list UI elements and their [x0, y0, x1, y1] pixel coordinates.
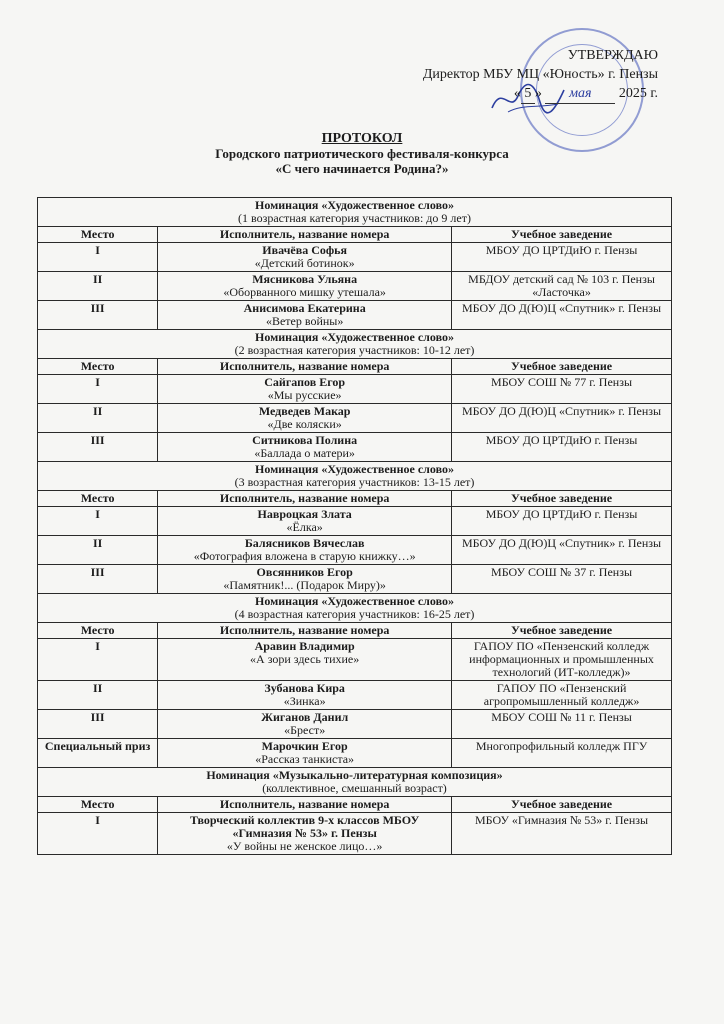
nomination-header-row	[38, 330, 672, 359]
protocol-title: ПРОТОКОЛ	[321, 131, 403, 146]
place-cell: I	[38, 813, 158, 855]
place-cell: III	[38, 301, 158, 330]
performer-name: Медведев Макар	[258, 404, 351, 418]
approval-position: Директор МБУ МЦ «Юность» г. Пензы	[422, 67, 658, 82]
column-header-school: Учебное заведение	[452, 623, 672, 639]
approval-title: УТВЕРЖДАЮ	[567, 48, 658, 63]
date-day: 5	[521, 84, 535, 104]
date-prefix: «	[513, 86, 521, 101]
school-cell: МБОУ ДО ЦРТДиЮ г. Пензы	[452, 243, 672, 272]
table-row	[38, 639, 672, 681]
nomination-title: Номинация «Художественное слово»	[254, 330, 454, 344]
performer-cell	[158, 565, 452, 594]
school-cell: ГАПОУ ПО «Пензенский агропромышленный колледж»	[452, 681, 672, 710]
column-header-row	[38, 623, 672, 639]
school-cell: МБОУ ДО Д(Ю)Ц «Спутник» г. Пензы	[452, 536, 672, 565]
table-row	[38, 243, 672, 272]
column-header-performer: Исполнитель, название номера	[158, 491, 452, 507]
performer-cell	[158, 813, 452, 855]
school-cell: МБОУ ДО ЦРТДиЮ г. Пензы	[452, 433, 672, 462]
column-header-performer: Исполнитель, название номера	[158, 797, 452, 813]
column-header-school: Учебное заведение	[452, 227, 672, 243]
table-row	[38, 433, 672, 462]
place-cell: I	[38, 507, 158, 536]
performer-name: Марочкин Егор	[261, 739, 348, 753]
table-row	[38, 507, 672, 536]
place-cell: II	[38, 404, 158, 433]
table-row	[38, 301, 672, 330]
performer-cell	[158, 536, 452, 565]
work-title: «Рассказ танкиста»	[255, 752, 355, 766]
work-title: «Фотография вложена в старую книжку…»	[193, 549, 416, 563]
column-header-performer: Исполнитель, название номера	[158, 227, 452, 243]
column-header-place: Место	[38, 359, 158, 375]
date-month: мая	[545, 84, 615, 104]
performer-cell	[158, 301, 452, 330]
performer-cell	[158, 507, 452, 536]
nomination-subtitle: (2 возрастная категория участников: 10-12 лет)	[234, 343, 475, 357]
performer-name: Сайгапов Егор	[264, 375, 346, 389]
nomination-header-row	[38, 462, 672, 491]
place-cell: II	[38, 681, 158, 710]
column-header-place: Место	[38, 797, 158, 813]
performer-name: Творческий коллектив 9-х классов МБОУ «Гимназия № 53» г. Пензы	[190, 813, 420, 840]
column-header-school: Учебное заведение	[452, 491, 672, 507]
table-row	[38, 710, 672, 739]
nomination-subtitle: (3 возрастная категория участников: 13-15 лет)	[234, 475, 475, 489]
table-row	[38, 536, 672, 565]
nomination-cell	[38, 462, 672, 491]
table-row	[38, 681, 672, 710]
nomination-header-row	[38, 198, 672, 227]
work-title: «Мы русские»	[267, 388, 342, 402]
place-cell: II	[38, 272, 158, 301]
nomination-title: Номинация «Художественное слово»	[254, 462, 454, 476]
performer-name: Мясникова Ульяна	[252, 272, 358, 286]
work-title: «Баллада о матери»	[254, 446, 355, 460]
performer-cell	[158, 639, 452, 681]
work-title: «Брест»	[284, 723, 326, 737]
column-header-place: Место	[38, 227, 158, 243]
nomination-subtitle: (4 возрастная категория участников: 16-25 лет)	[234, 607, 475, 621]
school-cell: МБОУ ДО Д(Ю)Ц «Спутник» г. Пензы	[452, 301, 672, 330]
column-header-row	[38, 797, 672, 813]
work-title: «Ветер войны»	[265, 314, 344, 328]
nomination-title: Номинация «Художественное слово»	[254, 594, 454, 608]
performer-name: Балясников Вячеслав	[244, 536, 365, 550]
performer-name: Навроцкая Злата	[257, 507, 352, 521]
column-header-performer: Исполнитель, название номера	[158, 359, 452, 375]
work-title: «Оборванного мишку утешала»	[223, 285, 386, 299]
table-row	[38, 565, 672, 594]
column-header-place: Место	[38, 623, 158, 639]
table-row	[38, 272, 672, 301]
date-mid: »	[534, 86, 542, 101]
school-cell: ГАПОУ ПО «Пензенский колледж информационных и промышленных технологий (ИТ-колледж)»	[452, 639, 672, 681]
work-title: «А зори здесь тихие»	[250, 652, 360, 666]
place-cell: III	[38, 433, 158, 462]
performer-name: Зубанова Кира	[264, 681, 345, 695]
results-body	[38, 198, 672, 855]
column-header-row	[38, 227, 672, 243]
work-title: «Памятник!... (Подарок Миру)»	[223, 578, 386, 592]
performer-cell	[158, 243, 452, 272]
column-header-row	[38, 491, 672, 507]
school-cell: МБДОУ детский сад № 103 г. Пензы «Ласточка»	[452, 272, 672, 301]
performer-name: Жиганов Данил	[261, 710, 349, 724]
column-header-school: Учебное заведение	[452, 797, 672, 813]
school-cell: МБОУ «Гимназия № 53» г. Пензы	[452, 813, 672, 855]
performer-cell	[158, 272, 452, 301]
performer-cell	[158, 681, 452, 710]
performer-cell	[158, 375, 452, 404]
performer-cell	[158, 739, 452, 768]
column-header-school: Учебное заведение	[452, 359, 672, 375]
column-header-performer: Исполнитель, название номера	[158, 623, 452, 639]
table-row	[38, 813, 672, 855]
column-header-place: Место	[38, 491, 158, 507]
protocol-heading	[0, 131, 724, 176]
table-row	[38, 404, 672, 433]
nomination-cell	[38, 330, 672, 359]
nomination-subtitle: (коллективное, смешанный возраст)	[262, 781, 447, 795]
place-cell: I	[38, 639, 158, 681]
place-cell: I	[38, 243, 158, 272]
performer-name: Анисимова Екатерина	[243, 301, 366, 315]
nomination-cell	[38, 198, 672, 227]
place-cell: III	[38, 710, 158, 739]
work-title: «Зинка»	[283, 694, 326, 708]
performer-cell	[158, 404, 452, 433]
performer-name: Ивачёва Софья	[262, 243, 348, 257]
work-title: «Детский ботинок»	[254, 256, 355, 270]
approval-date	[423, 84, 658, 104]
results-table	[37, 197, 672, 855]
protocol-subtitle-2: «С чего начинается Родина?»	[275, 161, 449, 176]
nomination-title: Номинация «Художественное слово»	[254, 198, 454, 212]
school-cell: МБОУ ДО ЦРТДиЮ г. Пензы	[452, 507, 672, 536]
performer-cell	[158, 710, 452, 739]
column-header-row	[38, 359, 672, 375]
nomination-cell	[38, 594, 672, 623]
performer-name: Ситникова Полина	[252, 433, 358, 447]
nomination-subtitle: (1 возрастная категория участников: до 9 лет)	[238, 211, 471, 225]
place-cell: Специальный приз	[38, 739, 158, 768]
approval-block	[423, 46, 658, 104]
table-row	[38, 375, 672, 404]
school-cell: МБОУ СОШ № 11 г. Пензы	[452, 710, 672, 739]
nomination-cell	[38, 768, 672, 797]
work-title: «У войны не женское лицо…»	[226, 839, 383, 853]
performer-name: Аравин Владимир	[254, 639, 355, 653]
performer-name: Овсянников Егор	[256, 565, 353, 579]
table-row	[38, 739, 672, 768]
school-cell: МБОУ СОШ № 37 г. Пензы	[452, 565, 672, 594]
nomination-title: Номинация «Музыкально-литературная композиция»	[206, 768, 503, 782]
place-cell: I	[38, 375, 158, 404]
nomination-header-row	[38, 594, 672, 623]
date-year: 2025 г.	[618, 86, 658, 101]
work-title: «Две коляски»	[267, 417, 342, 431]
school-cell: МБОУ ДО Д(Ю)Ц «Спутник» г. Пензы	[452, 404, 672, 433]
protocol-subtitle-1: Городского патриотического фестиваля-конкурса	[215, 146, 509, 161]
performer-cell	[158, 433, 452, 462]
work-title: «Ёлка»	[286, 520, 323, 534]
nomination-header-row	[38, 768, 672, 797]
place-cell: II	[38, 536, 158, 565]
school-cell: Многопрофильный колледж ПГУ	[452, 739, 672, 768]
school-cell: МБОУ СОШ № 77 г. Пензы	[452, 375, 672, 404]
place-cell: III	[38, 565, 158, 594]
